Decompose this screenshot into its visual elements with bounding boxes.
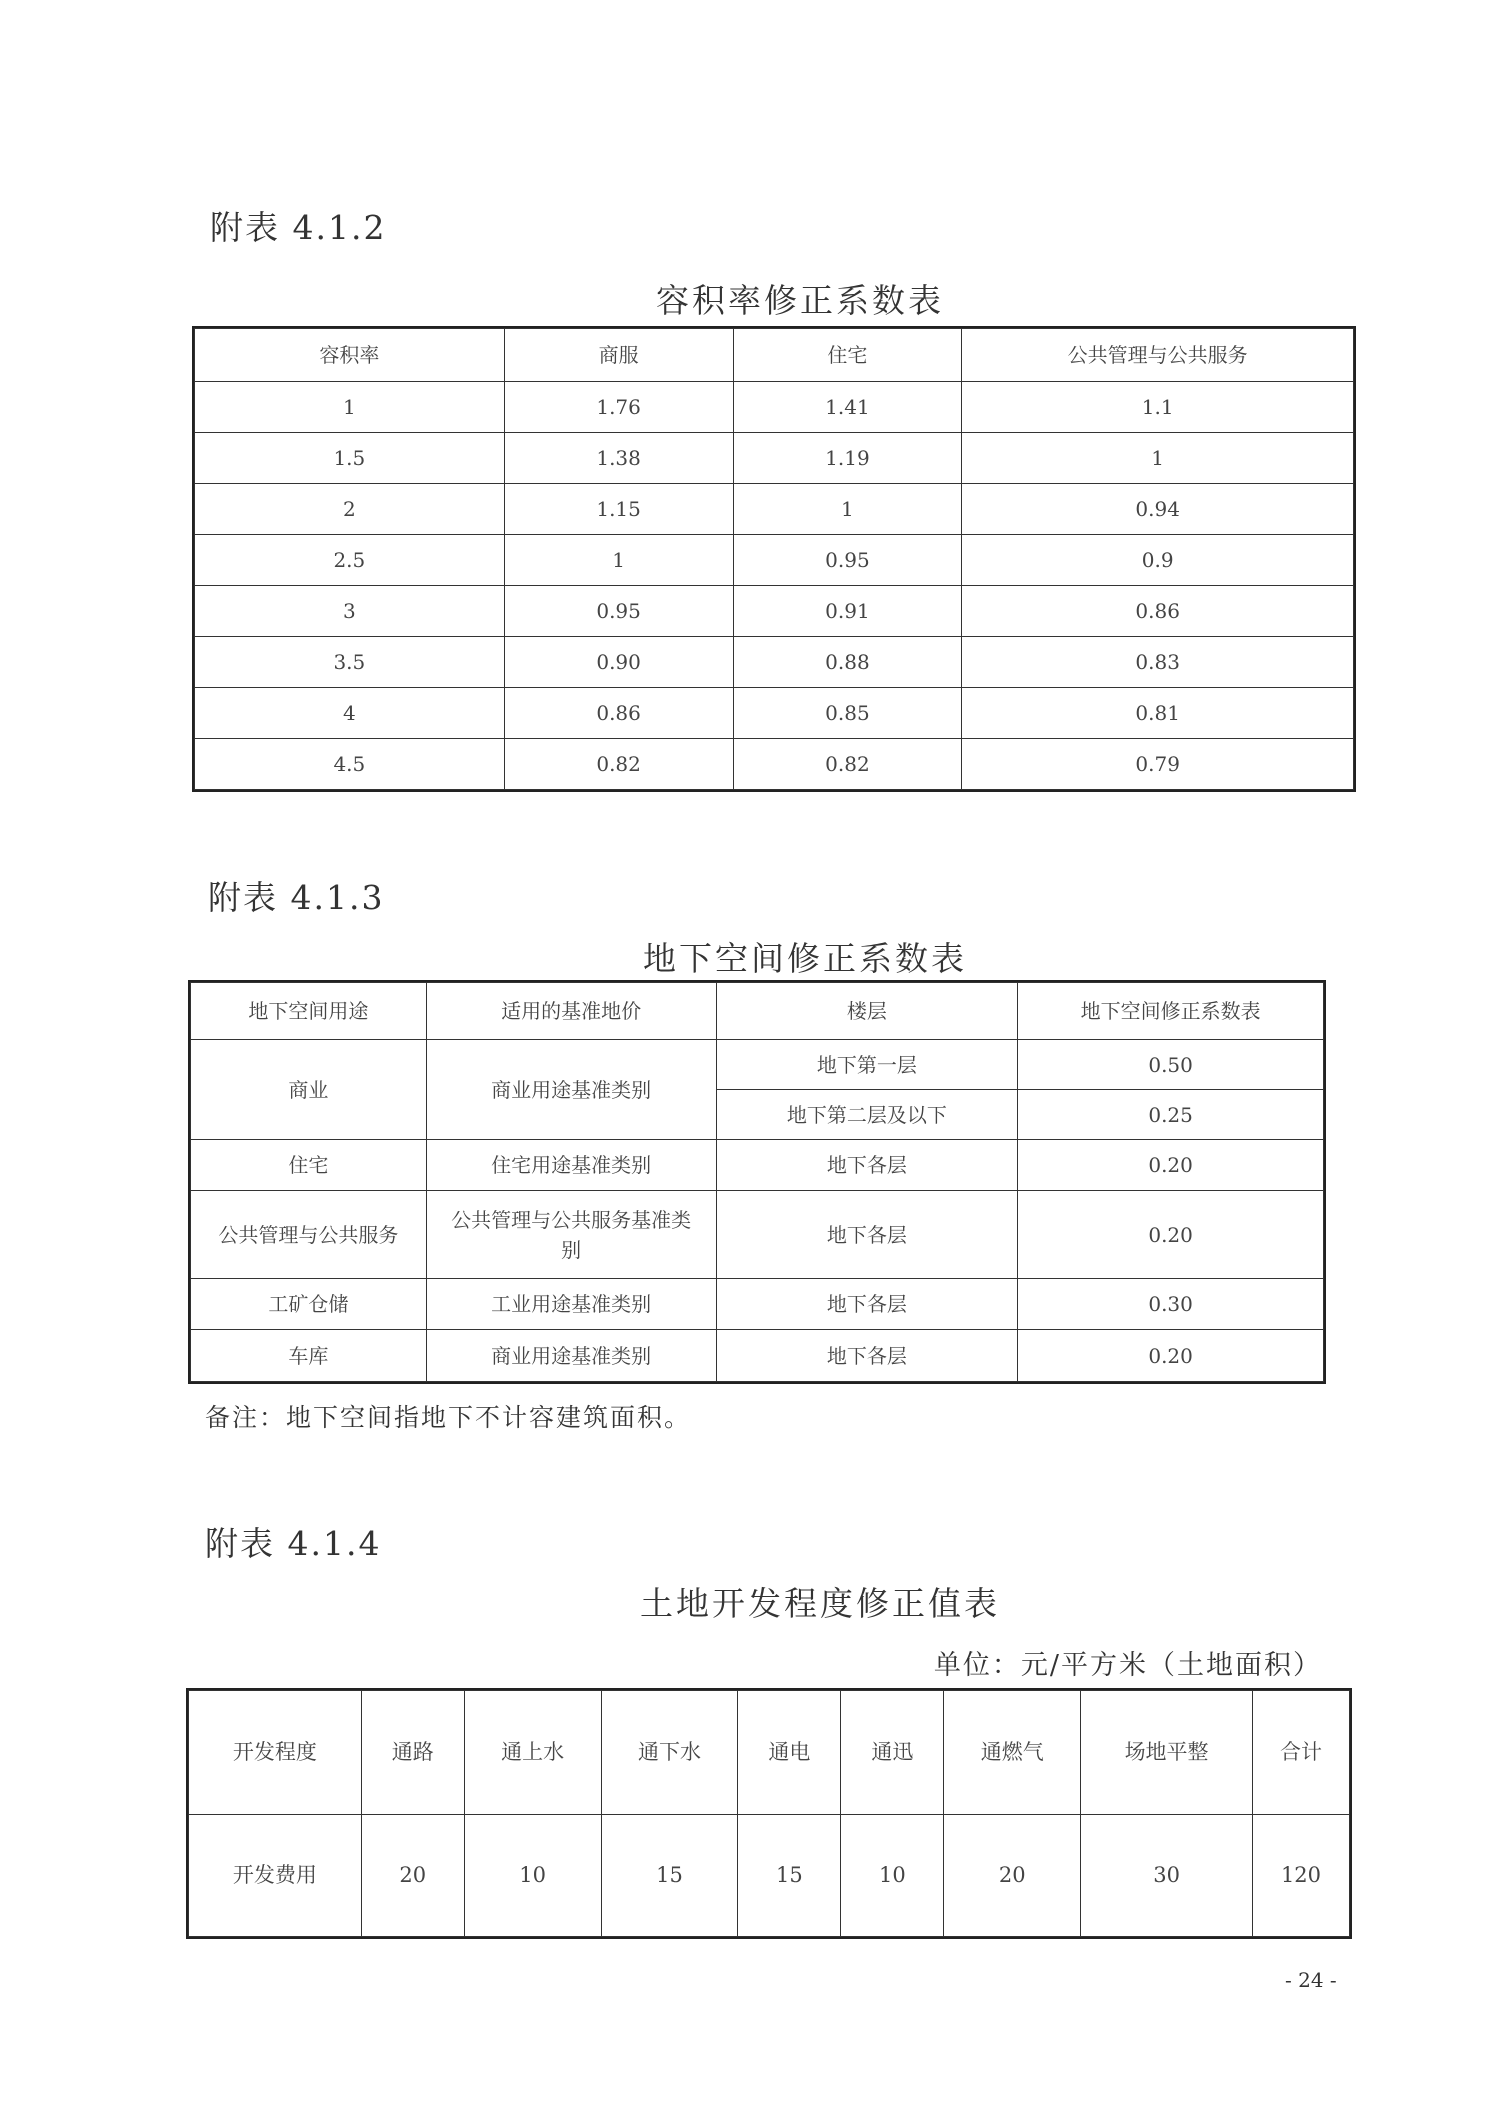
table-row (195, 433, 1354, 484)
table-cell: 30 (1081, 1815, 1253, 1937)
table-cell: 1 (195, 382, 505, 433)
column-header: 适用的基准地价 (426, 983, 716, 1040)
table-cell: 工矿仓储 (191, 1279, 427, 1330)
table-row (195, 382, 1354, 433)
table-cell: 0.30 (1018, 1279, 1324, 1330)
table-cell: 地下各层 (716, 1330, 1018, 1382)
table-cell: 0.83 (962, 637, 1354, 688)
column-header: 通下水 (601, 1691, 738, 1815)
table-cell: 0.20 (1018, 1191, 1324, 1279)
table-cell: 1.15 (504, 484, 733, 535)
table-cell: 商业用途基准类别 (426, 1040, 716, 1140)
table-cell: 20 (944, 1815, 1081, 1937)
table-header-row (195, 329, 1354, 382)
table-cell: 10 (464, 1815, 601, 1937)
table-cell: 0.91 (733, 586, 962, 637)
table-row (195, 535, 1354, 586)
table-cell: 1 (962, 433, 1354, 484)
table-row (191, 1279, 1324, 1330)
section-label-4-1-4: 附表 4.1.4 (205, 1524, 382, 1563)
table-note: 备注：地下空间指地下不计容建筑面积。 (205, 1403, 692, 1432)
table-cell: 1.38 (504, 433, 733, 484)
section-label-4-1-3: 附表 4.1.3 (208, 878, 385, 917)
table-cell: 0.25 (1018, 1090, 1324, 1140)
table-row (191, 1140, 1324, 1191)
table-cell: 15 (738, 1815, 841, 1937)
table-cell: 0.20 (1018, 1140, 1324, 1191)
table-title-underground: 地下空间修正系数表 (643, 939, 967, 978)
table-cell: 0.82 (733, 739, 962, 790)
table-cell: 4.5 (195, 739, 505, 790)
table-cell: 2 (195, 484, 505, 535)
column-header: 通电 (738, 1691, 841, 1815)
table-cell: 地下各层 (716, 1191, 1018, 1279)
table-cell: 0.85 (733, 688, 962, 739)
table-cell: 商业用途基准类别 (426, 1330, 716, 1382)
table-cell: 地下各层 (716, 1279, 1018, 1330)
table-cell: 1 (733, 484, 962, 535)
table-cell: 1.76 (504, 382, 733, 433)
column-header: 开发程度 (189, 1691, 362, 1815)
table-cell: 15 (601, 1815, 738, 1937)
table-cell: 车库 (191, 1330, 427, 1382)
table-cell: 1.19 (733, 433, 962, 484)
table-cell: 开发费用 (189, 1815, 362, 1937)
table-cell: 0.20 (1018, 1330, 1324, 1382)
column-header: 楼层 (716, 983, 1018, 1040)
table-row (195, 688, 1354, 739)
section-label-4-1-2: 附表 4.1.2 (210, 208, 387, 247)
column-header: 通迅 (841, 1691, 944, 1815)
table-cell: 公共管理与公共服务基准类别 (426, 1191, 716, 1279)
table-cell: 0.9 (962, 535, 1354, 586)
table-row (191, 1330, 1324, 1382)
column-header: 地下空间修正系数表 (1018, 983, 1324, 1040)
column-header: 通燃气 (944, 1691, 1081, 1815)
table-cell: 0.86 (504, 688, 733, 739)
column-header: 容积率 (195, 329, 505, 382)
column-header: 通上水 (464, 1691, 601, 1815)
table-row (195, 637, 1354, 688)
table-title-land-development: 土地开发程度修正值表 (640, 1584, 1000, 1623)
table-cell: 4 (195, 688, 505, 739)
table-cell: 住宅 (191, 1140, 427, 1191)
column-header: 合计 (1252, 1691, 1349, 1815)
column-header: 地下空间用途 (191, 983, 427, 1040)
underground-correction-table (190, 982, 1324, 1382)
table-header-row (191, 983, 1324, 1040)
table-cell: 1.1 (962, 382, 1354, 433)
table-cell: 3.5 (195, 637, 505, 688)
table-cell: 0.88 (733, 637, 962, 688)
page-number: - 24 - (1285, 1968, 1337, 1992)
table-title-far: 容积率修正系数表 (656, 281, 944, 320)
table-cell: 地下第二层及以下 (716, 1090, 1018, 1140)
column-header: 公共管理与公共服务 (962, 329, 1354, 382)
table-cell: 地下各层 (716, 1140, 1018, 1191)
table-row (191, 1191, 1324, 1279)
table-cell: 0.95 (504, 586, 733, 637)
table-cell: 工业用途基准类别 (426, 1279, 716, 1330)
table-row (195, 586, 1354, 637)
column-header: 通路 (361, 1691, 464, 1815)
table-cell: 商业 (191, 1040, 427, 1140)
table-cell: 0.90 (504, 637, 733, 688)
table-cell: 公共管理与公共服务 (191, 1191, 427, 1279)
unit-label: 单位：元/平方米（土地面积） (933, 1650, 1322, 1681)
table-cell: 地下第一层 (716, 1040, 1018, 1090)
table-cell: 0.50 (1018, 1040, 1324, 1090)
table-cell: 0.79 (962, 739, 1354, 790)
table-cell: 住宅用途基准类别 (426, 1140, 716, 1191)
table-row (195, 484, 1354, 535)
table-cell: 0.95 (733, 535, 962, 586)
table-row (191, 1040, 1324, 1090)
land-development-table (188, 1690, 1350, 1937)
table-cell: 0.86 (962, 586, 1354, 637)
table-header-row (189, 1691, 1350, 1815)
far-correction-table (194, 328, 1354, 790)
table-cell: 1.5 (195, 433, 505, 484)
table-cell: 2.5 (195, 535, 505, 586)
table-cell: 3 (195, 586, 505, 637)
table-cell: 0.82 (504, 739, 733, 790)
table-cell: 20 (361, 1815, 464, 1937)
table-row (189, 1815, 1350, 1937)
table-row (195, 739, 1354, 790)
column-header: 场地平整 (1081, 1691, 1253, 1815)
table-cell: 1 (504, 535, 733, 586)
column-header: 商服 (504, 329, 733, 382)
table-cell: 0.81 (962, 688, 1354, 739)
table-cell: 10 (841, 1815, 944, 1937)
table-cell: 120 (1252, 1815, 1349, 1937)
table-cell: 0.94 (962, 484, 1354, 535)
table-cell: 1.41 (733, 382, 962, 433)
column-header: 住宅 (733, 329, 962, 382)
